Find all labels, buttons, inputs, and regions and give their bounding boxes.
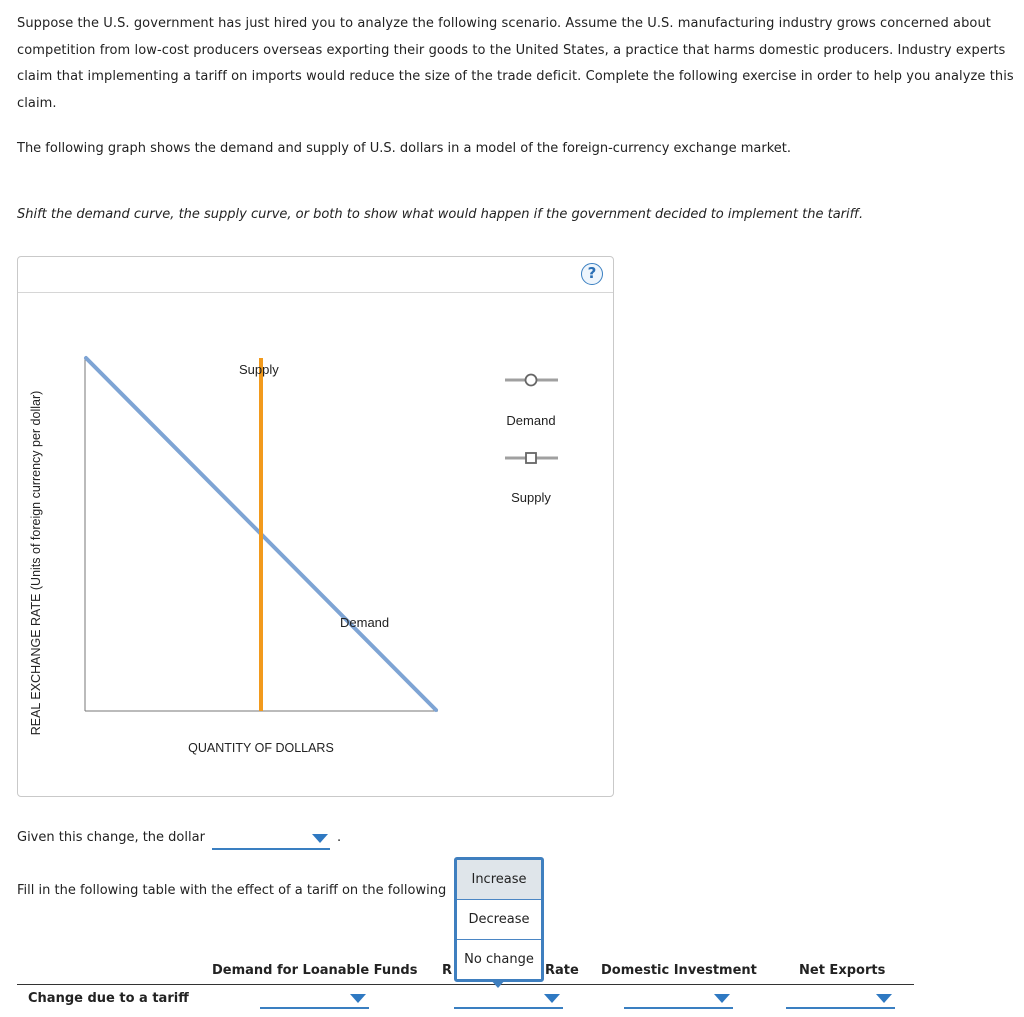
table-intro-text: Fill in the following table with the effect of a tariff on the following (17, 883, 447, 898)
help-icon[interactable]: ? (581, 263, 603, 285)
graph-intro-text: The following graph shows the demand and supply of U.S. dollars in a model of the foreign-currency exchange market. (17, 141, 792, 156)
legend-supply-label: Supply (511, 490, 551, 505)
chevron-down-icon (714, 994, 730, 1003)
header-rate: Rate (545, 963, 579, 978)
legend-demand-tool[interactable] (505, 375, 558, 429)
legend-demand-label: Demand (506, 413, 556, 428)
select-domestic-investment[interactable] (624, 988, 733, 1009)
select-net-exports[interactable] (786, 988, 895, 1009)
option-no-change[interactable]: No change (464, 952, 534, 967)
supply-curve-label: Supply (239, 362, 279, 377)
table-divider (17, 984, 914, 985)
dollar-change-select[interactable] (212, 826, 330, 850)
select-real-interest-rate[interactable] (454, 988, 563, 1009)
scenario-intro: Suppose the U.S. government has just hired you to analyze the following scenario. Assume the U.S. manufacturing industry grows concerned about competition from low-cost producers overseas exporting their goods to the United States, a practice that harms domestic producers. Industry experts claim that implementing a tariff on imports would reduce the size of the trade deficit. Complete the following exercise in order to help you analyze this claim. (17, 16, 1014, 111)
option-decrease[interactable]: Decrease (457, 900, 541, 940)
dropdown-pointer (490, 979, 506, 988)
question-period: . (337, 830, 342, 845)
demand-curve-label: Demand (340, 615, 390, 630)
option-increase[interactable]: Increase (457, 860, 541, 900)
chevron-down-icon (876, 994, 892, 1003)
y-axis-label: REAL EXCHANGE RATE (Units of foreign currency per dollar) (29, 390, 43, 736)
chevron-down-icon (544, 994, 560, 1003)
question-dollar-prefix: Given this change, the dollar (17, 830, 205, 845)
x-axis-label: QUANTITY OF DOLLARS (188, 741, 334, 755)
header-domestic-investment: Domestic Investment (601, 963, 757, 978)
square-marker-icon (526, 453, 536, 463)
legend-supply-tool[interactable] (505, 453, 558, 505)
instruction-text: Shift the demand curve, the supply curve, or both to show what would happen if the government decided to implement the tariff. (17, 207, 864, 222)
circle-marker-icon (526, 375, 537, 386)
row-label-tariff: Change due to a tariff (28, 991, 189, 1006)
header-real-interest-partial: R (442, 963, 453, 978)
dropdown-menu (454, 857, 544, 982)
select-demand-loanable-funds[interactable] (260, 988, 369, 1009)
chevron-down-icon (312, 834, 328, 843)
graph-panel (17, 256, 614, 797)
header-demand-loanable-funds: Demand for Loanable Funds (212, 963, 418, 978)
header-net-exports: Net Exports (799, 963, 886, 978)
graph-canvas[interactable] (18, 257, 613, 796)
chevron-down-icon (350, 994, 366, 1003)
